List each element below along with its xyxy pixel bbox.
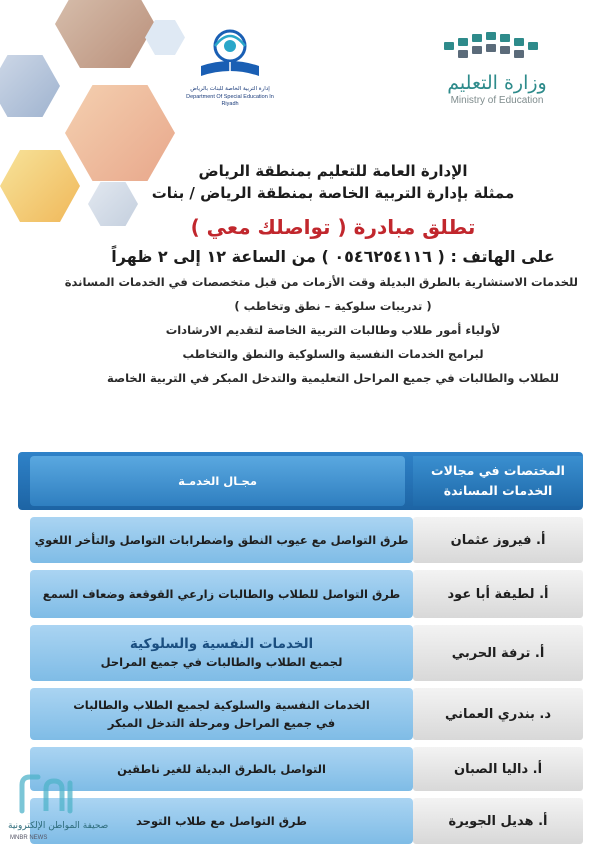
watermark-text-en: MNBR NEWS (10, 835, 48, 841)
photo-hexagon (0, 150, 80, 222)
initiative-title: تطلق مبادرة ( تواصلك معي ) (190, 215, 476, 239)
sped-logo-caption: إدارة التربية الخاصة للبنات بالرياض (190, 86, 270, 92)
specialist-name: أ. ترفة الحربي (413, 625, 583, 681)
line-programs: لبرامج الخدمات النفسية والسلوكية والنطق والتخاطب (182, 347, 484, 361)
ministry-name-ar: وزارة التعليم (447, 72, 547, 94)
book-emblem-icon (195, 22, 265, 84)
watermark-text: صحيفة المواطن الإلكترونية (8, 821, 109, 831)
service-detail: في جميع المراحل ومرحلة التدخل المبكر (107, 716, 336, 730)
line-all-stages: للطلاب والطالبات في جميع المراحل التعليمية والتدخل المبكر في التربية الخاصة (107, 371, 559, 385)
line-directorate: الإدارة العامة للتعليم بمنطقة الرياض (198, 162, 468, 180)
sped-logo-caption-en: Department Of Special Education In Riyadh (186, 94, 274, 107)
table-header-row (18, 452, 583, 510)
service-title: الخدمات النفسية والسلوكية لجميع الطلاب والطالبات (73, 698, 370, 712)
service-title: الخدمات النفسية والسلوكية (129, 636, 314, 652)
phone-line: على الهاتف : ( ٠٥٤٦٢٥٤١١٦ ) من الساعة ١٢ إلى ٢ ظهراً (111, 247, 555, 266)
header-service-field: مجـال الخدمـة (30, 456, 405, 506)
table-row (18, 517, 583, 563)
table-row (18, 570, 583, 618)
news-watermark (6, 771, 116, 841)
special-education-logo (185, 22, 275, 107)
watermark-logo-icon (16, 771, 86, 815)
specialist-name: أ. هديل الجويرة (413, 798, 583, 844)
table-row (18, 688, 583, 740)
line-parents: لأولياء أمور طلاب وطالبات التربية الخاصة لتقديم الارشادات (165, 323, 501, 337)
specialist-name: أ. لطيفة أبا عود (413, 570, 583, 618)
line-trainings: ( تدريبات سلوكية – نطق وتخاطب ) (234, 299, 432, 313)
announcement-text (64, 160, 578, 390)
service-field (30, 625, 413, 681)
service-field: طرق التواصل مع طلاب التوحد (30, 798, 413, 844)
photo-hexagon (55, 0, 155, 68)
ministry-logo-icon (442, 28, 552, 64)
table-row (18, 625, 583, 681)
photo-hexagon (0, 55, 60, 117)
service-field: طرق التواصل مع عيوب النطق واضطرابات التواصل والتأخر اللغوي (30, 517, 413, 563)
specialist-name: د. بندري العماني (413, 688, 583, 740)
service-field: التواصل بالطرق البديلة للغير ناطقين (30, 747, 413, 791)
ministry-name-en: Ministry of Education (450, 95, 544, 106)
header-specialists: المختصات في مجالات الخدمات المساندة (413, 456, 583, 506)
service-detail: لجميع الطلاب والطالبات في جميع المراحل (100, 655, 343, 669)
line-represented-by: ممثلة بإدارة التربية الخاصة بمنطقة الرياض / بنات (151, 184, 515, 202)
line-consulting: للخدمات الاستشارية بالطرق البديلة وقت الأزمات من قبل متخصصات في الخدمات المساندة (64, 275, 578, 289)
service-field (30, 688, 413, 740)
specialist-name: أ. فيروز عثمان (413, 517, 583, 563)
specialist-name: أ. داليا الصبان (413, 747, 583, 791)
service-field: طرق التواصل للطلاب والطالبات زارعي القوقعة وضعاف السمع (30, 570, 413, 618)
ministry-of-education-logo (422, 28, 572, 118)
